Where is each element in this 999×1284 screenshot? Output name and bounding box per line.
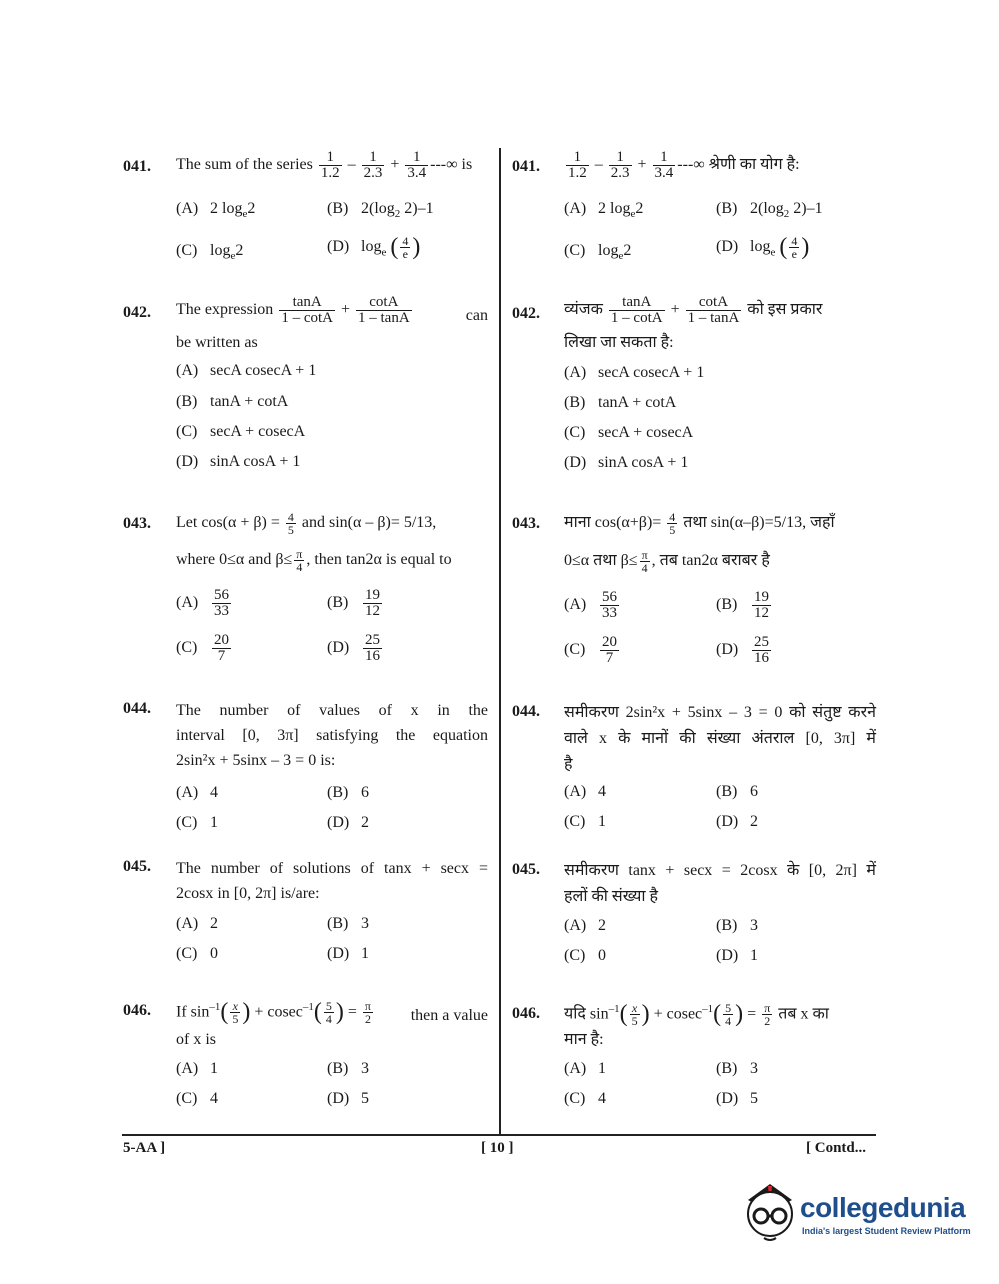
footer-contd: [ Contd...: [806, 1140, 867, 1156]
option-d: (D) $\frac{25}{16}$: [716, 634, 769, 666]
option-b: (B) 3: [327, 1060, 369, 1077]
option-c: (C) $\log_e2$: [564, 242, 632, 263]
option-b: (B) 3: [716, 917, 758, 934]
question-text-line2: मान है:: [564, 1031, 604, 1048]
option-a: (A) 2 $\log_e2$: [176, 200, 256, 221]
question-text-line3: 2sin²x + 5sinx – 3 = 0 is:: [176, 752, 336, 769]
option-a: (A) 2 $\log_e2$: [564, 200, 644, 221]
question-text-line2: वाले x के मानों की संख्या अंतराल [0, 3π] में: [564, 730, 876, 747]
option-d: (D) 2: [716, 813, 758, 830]
question-text-line2: 0≤α तथा β≤ $\frac{\pi}{4}$ , तब tan2α बराबर है: [564, 547, 770, 575]
option-d: (D) $\frac{25}{16}$: [327, 632, 380, 664]
option-d: (D) 2: [327, 814, 369, 831]
question-text: If $\sin^{-1}$( $\frac{x}{5}$ ) + cosec$^{-1}$( $\frac{5}{4}$ ) = $\frac{\pi}{2}$ then a value: [176, 999, 488, 1027]
question-number: 041.: [512, 158, 540, 175]
question-text: माना cos(α+β)= $\frac{4}{5}$ तथा sin(α–β)=5/13, जहाँ: [564, 509, 835, 537]
option-c: (C) secA + cosecA: [564, 424, 694, 441]
page-number: [ 10 ]: [481, 1140, 514, 1156]
option-b: (B) 3: [327, 915, 369, 932]
option-c: (C) 0: [176, 945, 218, 962]
question-text: The sum of the series $\frac{1}{1.2}$ – $\frac{1}{2.3}$ + $\frac{1}{3.4}$ ---∞ is: [176, 149, 473, 181]
option-a: (A) $\frac{56}{33}$: [564, 589, 617, 621]
column-divider: [499, 148, 501, 1134]
question-number: 045.: [512, 861, 540, 878]
option-a: (A) 2: [176, 915, 218, 932]
option-b: (B) tanA + cotA: [176, 393, 289, 410]
option-a: (A) 4: [176, 784, 218, 801]
footer-code: 5-AA ]: [123, 1140, 166, 1156]
option-b: (B) 6: [716, 783, 758, 800]
option-d: (D) $\log_e$ ( $\frac{4}{e}$ ): [716, 234, 810, 261]
option-b: (B) tanA + cotA: [564, 394, 677, 411]
question-number: 043.: [123, 515, 151, 532]
option-c: (C) 4: [176, 1090, 218, 1107]
option-c: (C) $\log_e2$: [176, 242, 244, 263]
option-a: (A) secA cosecA + 1: [564, 364, 705, 381]
question-text: समीकरण 2sin²x + 5sinx – 3 = 0 को संतुष्ट करने: [564, 704, 876, 721]
question-text-line2: हलों की संख्या है: [564, 888, 659, 905]
option-a: (A) 1: [564, 1060, 606, 1077]
footer-rule: [122, 1134, 876, 1136]
logo-wordmark: collegedunia: [800, 1192, 966, 1223]
option-c: (C) $\frac{20}{7}$: [564, 634, 617, 666]
option-c: (C) 4: [564, 1090, 606, 1107]
option-b: (B) $\frac{19}{12}$: [716, 589, 769, 621]
question-text: समीकरण tanx + secx = 2cosx के [0, 2π] में: [564, 862, 876, 879]
option-c: (C) 1: [176, 814, 218, 831]
option-b: (B) 3: [716, 1060, 758, 1077]
question-text: व्यंजक $\frac{\tan A}{1 - \cot A}$ + $\frac{\cot A}{1 - \tan A}$ को इस प्रकार: [564, 294, 823, 326]
option-a: (A) $\frac{56}{33}$: [176, 587, 229, 619]
question-text-line2: interval [0, 3π] satisfying the equation: [176, 727, 488, 744]
option-a: (A) 2: [564, 917, 606, 934]
mascot-icon: [740, 1178, 798, 1248]
question-number: 044.: [123, 700, 151, 717]
option-b: (B) 6: [327, 784, 369, 801]
question-number: 042.: [123, 304, 151, 321]
option-b: (B) $2(\log_2$ 2)–1: [716, 200, 823, 221]
option-c: (C) 1: [564, 813, 606, 830]
question-text: The number of values of x in the: [176, 702, 488, 719]
option-d: (D) 1: [716, 947, 758, 964]
question-number: 045.: [123, 858, 151, 875]
question-number: 043.: [512, 515, 540, 532]
question-text: $\frac{1}{1.2}$ – $\frac{1}{2.3}$ + $\frac{1}{3.4}$ ---∞ श्रेणी का योग है:: [568, 149, 800, 181]
question-text-line2: where 0≤α and β≤ $\frac{\pi}{4}$ , then tan2α is equal to: [176, 546, 452, 574]
option-c: (C) 0: [564, 947, 606, 964]
option-d: (D) sinA cosA + 1: [176, 453, 301, 470]
logo-tagline: India's largest Student Review Platform: [802, 1226, 971, 1236]
question-text-line3: है: [564, 756, 573, 773]
option-d: (D) 1: [327, 945, 369, 962]
question-number: 046.: [123, 1002, 151, 1019]
collegedunia-logo: [740, 1178, 975, 1258]
option-a: (A) secA cosecA + 1: [176, 362, 317, 379]
question-number: 041.: [123, 158, 151, 175]
question-text-line2: of x is: [176, 1031, 216, 1048]
option-d: (D) 5: [327, 1090, 369, 1107]
option-b: (B) $\frac{19}{12}$: [327, 587, 380, 619]
option-b: (B) $2(\log_2$ 2)–1: [327, 200, 434, 221]
question-text: यदि $\sin^{-1}$( $\frac{x}{5}$ ) + cosec$^{-1}$( $\frac{5}{4}$ ) = $\frac{\pi}{2}$ तब x का: [564, 1001, 829, 1029]
option-a: (A) 1: [176, 1060, 218, 1077]
option-a: (A) 4: [564, 783, 606, 800]
question-text: The expression $\frac{\tan A}{1 - \cot A}$ + $\frac{\cot A}{1 - \tan A}$ can: [176, 294, 488, 326]
question-number: 042.: [512, 305, 540, 322]
option-c: (C) secA + cosecA: [176, 423, 306, 440]
option-d: (D) $\log_e$ ( $\frac{4}{e}$ ): [327, 234, 421, 261]
question-text: Let cos(α + β) = $\frac{4}{5}$ and sin(α – β)= 5/13,: [176, 509, 437, 537]
question-text-line2: be written as: [176, 334, 258, 351]
question-number: 046.: [512, 1005, 540, 1022]
question-text-line2: 2cosx in [0, 2π] is/are:: [176, 885, 320, 902]
question-text-line2: लिखा जा सकता है:: [564, 334, 674, 351]
option-d: (D) 5: [716, 1090, 758, 1107]
question-number: 044.: [512, 703, 540, 720]
question-text: The number of solutions of tanx + secx =: [176, 860, 488, 877]
option-d: (D) sinA cosA + 1: [564, 454, 689, 471]
option-c: (C) $\frac{20}{7}$: [176, 632, 229, 664]
